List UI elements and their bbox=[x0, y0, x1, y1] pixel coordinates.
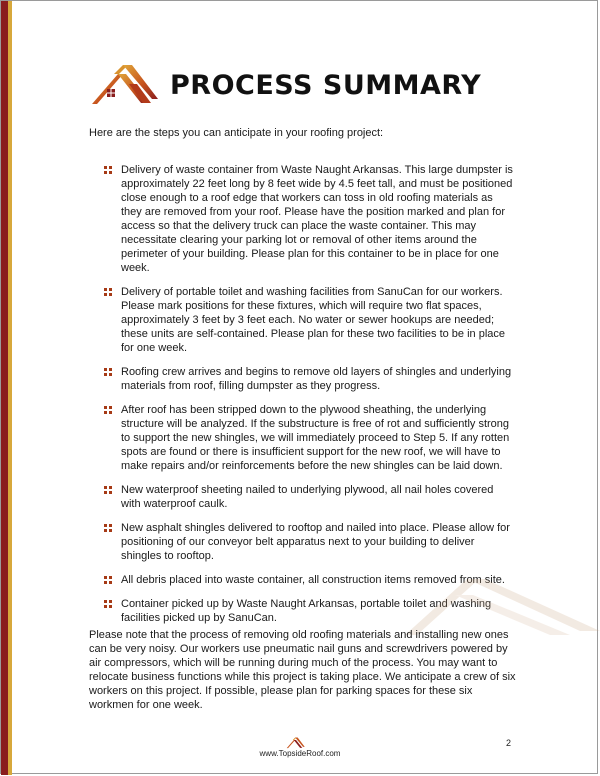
step-text: Roofing crew arrives and begins to remove old layers of shingles and underlying materials from roof, filling dumpster as they progress. bbox=[121, 366, 512, 392]
bullet-icon bbox=[104, 524, 112, 532]
bullet-icon bbox=[104, 600, 112, 608]
intro-text: Here are the steps you can anticipate in your roofing project: bbox=[89, 127, 384, 139]
footer-url[interactable]: www.TopsideRoof.com bbox=[259, 749, 341, 758]
list-item bbox=[104, 285, 514, 355]
bullet-icon bbox=[104, 288, 112, 296]
step-text: After roof has been stripped down to the plywood sheathing, the underlying structure will be analyzed. If the substructure is free of rot and sufficiently strong to support the new shingles, we will immediately proceed to Step 5. If any rotten spots are found or there is insufficient support for the new roof, we will have to make repairs and/or reinforcements before the new shingles can be laid down. bbox=[121, 404, 510, 472]
list-item bbox=[104, 403, 514, 473]
page-number: 2 bbox=[506, 738, 512, 748]
page-header bbox=[92, 63, 481, 107]
list-item bbox=[104, 163, 514, 275]
footer-logo-icon bbox=[284, 737, 308, 749]
step-text: Container picked up by Waste Naught Arkansas, portable toilet and washing facilities picked up by SanuCan. bbox=[121, 598, 492, 624]
closing-paragraph: Please note that the process of removing old roofing materials and installing new ones can be very noisy. Our workers use pneumatic nail guns and screwdrivers powered by air compressors, which will be running during much of the process. You may want to relocate business functions while this project is taking place. We anticipate a crew of six workers on this project. If possible, please plan for parking spaces for these six workmen for one week. bbox=[89, 629, 516, 711]
roof-logo-icon bbox=[92, 63, 160, 107]
steps-list bbox=[104, 163, 514, 635]
step-text: Delivery of portable toilet and washing facilities from SanuCan for our workers. Please mark positions for these fixtures, which will require two flat spaces, approximately 3 feet by 3 feet each. No water or sewer hookups are needed; these units are self-contained. Please plan for these two facilities to be in place for one week. bbox=[121, 286, 506, 354]
bullet-icon bbox=[104, 486, 112, 494]
step-text: New asphalt shingles delivered to rooftop and nailed into place. Please allow for positioning of our conveyor belt apparatus next to your building to deliver shingles to rooftop. bbox=[121, 522, 510, 562]
roof-watermark-icon bbox=[405, 575, 600, 635]
bullet-icon bbox=[104, 406, 112, 414]
step-text: All debris placed into waste container, all construction items removed from site. bbox=[121, 574, 505, 586]
step-text: New waterproof sheeting nailed to underlying plywood, all nail holes covered with waterproof caulk. bbox=[121, 484, 494, 510]
left-accent-band bbox=[1, 1, 8, 775]
bullet-icon bbox=[104, 166, 112, 174]
left-accent-stripe bbox=[8, 1, 12, 775]
page-title: PROCESS SUMMARY bbox=[170, 69, 482, 101]
bullet-icon bbox=[104, 576, 112, 584]
step-text: Delivery of waste container from Waste Naught Arkansas. This large dumpster is approximately 22 feet long by 8 feet wide by 4.5 feet tall, and must be positioned close enough to a roof edge that workers can toss in old roofing materials as they are removed from your roof. Please have the position marked and plan for access so that the delivery truck can place the waste container. This may necessitate clearing your parking lot or removal of other items around the perimeter of your building. Please plan for this container to be in place for one week. bbox=[121, 164, 513, 274]
list-item bbox=[104, 483, 514, 511]
list-item bbox=[104, 365, 514, 393]
bullet-icon bbox=[104, 368, 112, 376]
list-item bbox=[104, 521, 514, 563]
